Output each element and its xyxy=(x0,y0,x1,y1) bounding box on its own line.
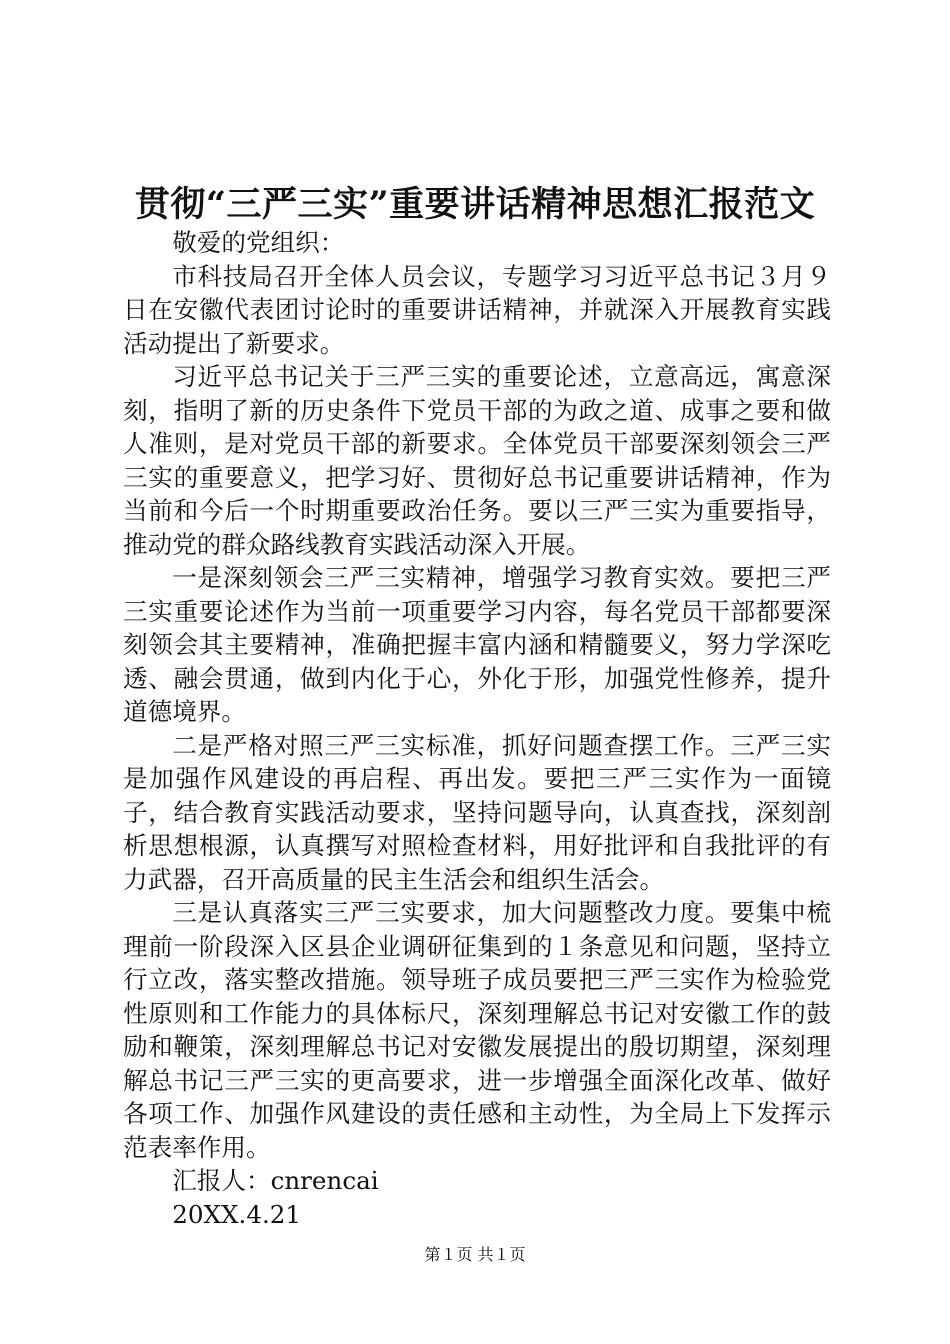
reporter-signature: 汇报人：cnrencai xyxy=(172,1166,379,1195)
paragraph-3: 一是深刻领会三严三实精神，增强学习教育实效。要把三严三实重要论述作为当前一项重要学习内容，每名党员干部都要深刻领会其主要精神，准确把握丰富内涵和精髓要义，努力学深吃透、融会贯通，做到内化于心，外化于形，加强党性修养，提升道德境界。 xyxy=(123,563,831,726)
paragraph-1: 市科技局召开全体人员会议，专题学习习近平总书记３月９日在安徽代表团讨论时的重要讲话精神，并就深入开展教育实践活动提出了新要求。 xyxy=(123,261,831,358)
report-date: 20XX.4.21 xyxy=(172,1199,302,1229)
paragraph-2: 习近平总书记关于三严三实的重要论述，立意高远，寓意深刻，指明了新的历史条件下党员干部的为政之道、成事之要和做人准则，是对党员干部的新要求。全体党员干部要深刻领会三严三实的重要意义，把学习好、贯彻好总书记重要讲话精神，作为当前和今后一个时期重要政治任务。要以三严三实为重要指导，推动党的群众路线教育实践活动深入开展。 xyxy=(123,362,831,559)
paragraph-5: 三是认真落实三严三实要求，加大问题整改力度。要集中梳理前一阶段深入区县企业调研征集到的１条意见和问题，坚持立行立改，落实整改措施。领导班子成员要把三严三实作为检验党性原则和工作能力的具体标尺，深刻理解总书记对安徽工作的鼓励和鞭策，深刻理解总书记对安徽发展提出的殷切期望，深刻理解总书记三严三实的更高要求，进一步增强全面深化改革、做好各项工作、加强作风建设的责任感和主动性，为全局上下发挥示范表率作用。 xyxy=(123,898,831,1162)
paragraph-4: 二是严格对照三严三实标准，抓好问题查摆工作。三严三实是加强作风建设的再启程、再出发。要把三严三实作为一面镜子，结合教育实践活动要求，坚持问题导向，认真查找，深刻剖析思想根源，认真撰写对照检查材料，用好批评和自我批评的有力武器，召开高质量的民主生活会和组织生活会。 xyxy=(123,730,831,894)
salutation: 敬爱的党组织： xyxy=(172,228,345,257)
document-title: 贯彻“三严三实”重要讲话精神思想汇报范文 xyxy=(134,184,816,225)
document-body xyxy=(123,226,831,1231)
page-number-footer: 第１页 共１页 xyxy=(424,1245,526,1264)
